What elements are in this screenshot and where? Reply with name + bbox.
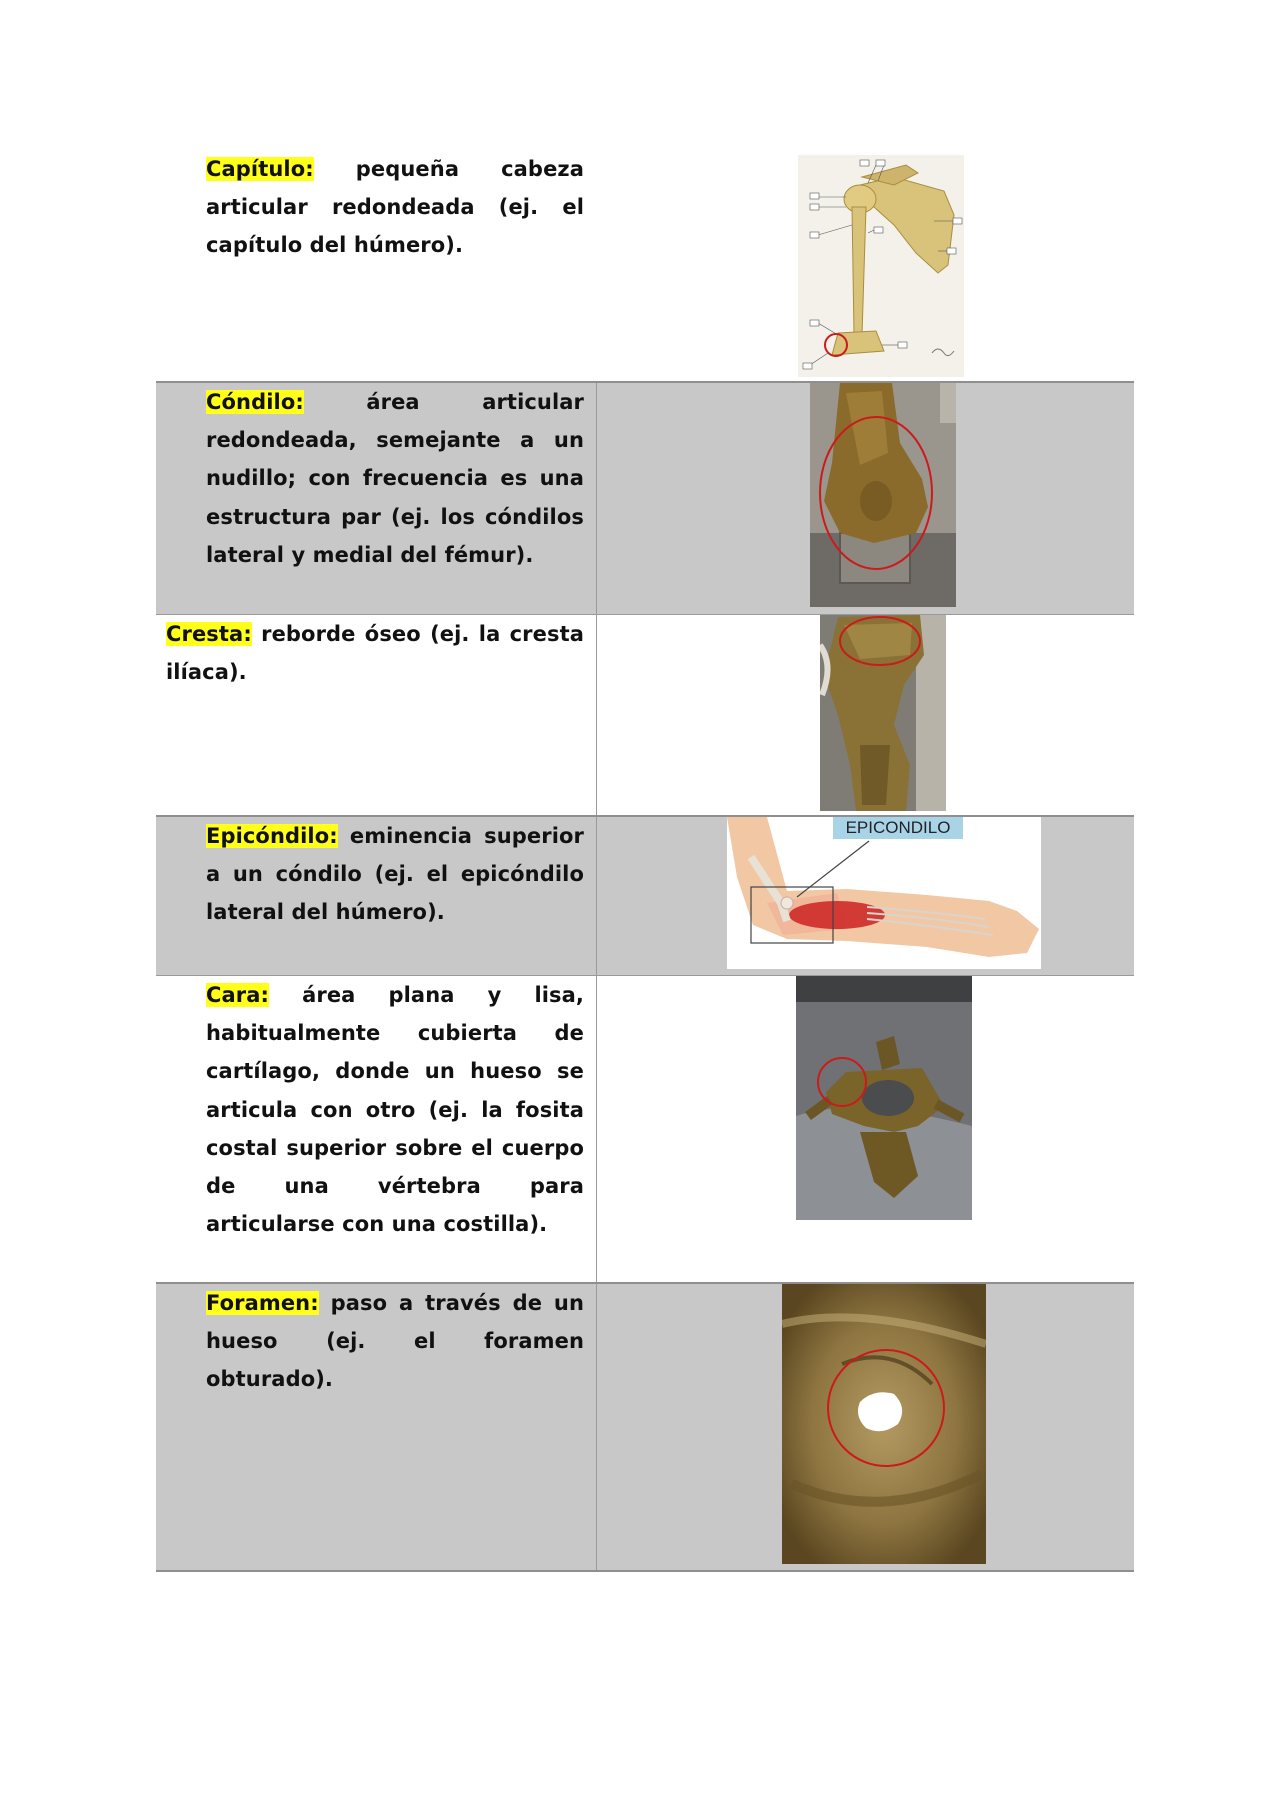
table-row-cresta — [156, 615, 1134, 815]
table-row-cara — [156, 976, 1134, 1282]
table-row-capitulo — [156, 150, 1134, 380]
term-foramen: Foramen: — [206, 1291, 319, 1315]
definition-foramen: Foramen: paso a través de un hueso (ej. el foramen obturado). — [206, 1291, 584, 1392]
term-cresta: Cresta: — [166, 622, 252, 646]
definition-epicondilo: Epicóndilo: eminencia superior a un cóndilo (ej. el epicóndilo lateral del húmero). — [206, 824, 584, 925]
definition-cara: Cara: área plana y lisa, habitualmente cubierta de cartílago, donde un hueso se articula con otro (ej. la fosita costal superior sobre el cuerpo de una vértebra para articularse con una costilla). — [206, 983, 584, 1237]
table-row-foramen — [156, 1284, 1134, 1570]
definition-condilo: Cóndilo: área articular redondeada, semejante a un nudillo; con frecuencia es una estructura par (ej. los cóndilos lateral y medial del fémur). — [206, 390, 584, 567]
column-divider — [596, 817, 597, 975]
vertebra-facet-photo — [796, 976, 972, 1220]
obturator-foramen-photo — [782, 1284, 986, 1564]
table-row-epicondilo — [156, 817, 1134, 975]
femur-condyle-photo — [810, 383, 956, 607]
column-divider — [596, 615, 597, 815]
definition-capitulo: Capítulo: pequeña cabeza articular redondeada (ej. el capítulo del húmero). — [206, 157, 584, 258]
term-capitulo: Capítulo: — [206, 157, 314, 181]
term-epicondilo: Epicóndilo: — [206, 824, 338, 848]
column-divider — [596, 976, 597, 1282]
definition-cresta: Cresta: reborde óseo (ej. la cresta ilíaca). — [166, 622, 584, 685]
iliac-crest-photo — [820, 615, 946, 811]
row-divider — [156, 1570, 1134, 1572]
humerus-scapula-illustration — [798, 155, 964, 377]
column-divider — [596, 383, 597, 614]
epicondyle-arm-illustration — [727, 817, 1041, 969]
table-row-condilo — [156, 383, 1134, 614]
term-cara: Cara: — [206, 983, 270, 1007]
term-condilo: Cóndilo: — [206, 390, 304, 414]
figure-label: EPICONDILO — [845, 818, 951, 837]
column-divider — [596, 1284, 597, 1570]
